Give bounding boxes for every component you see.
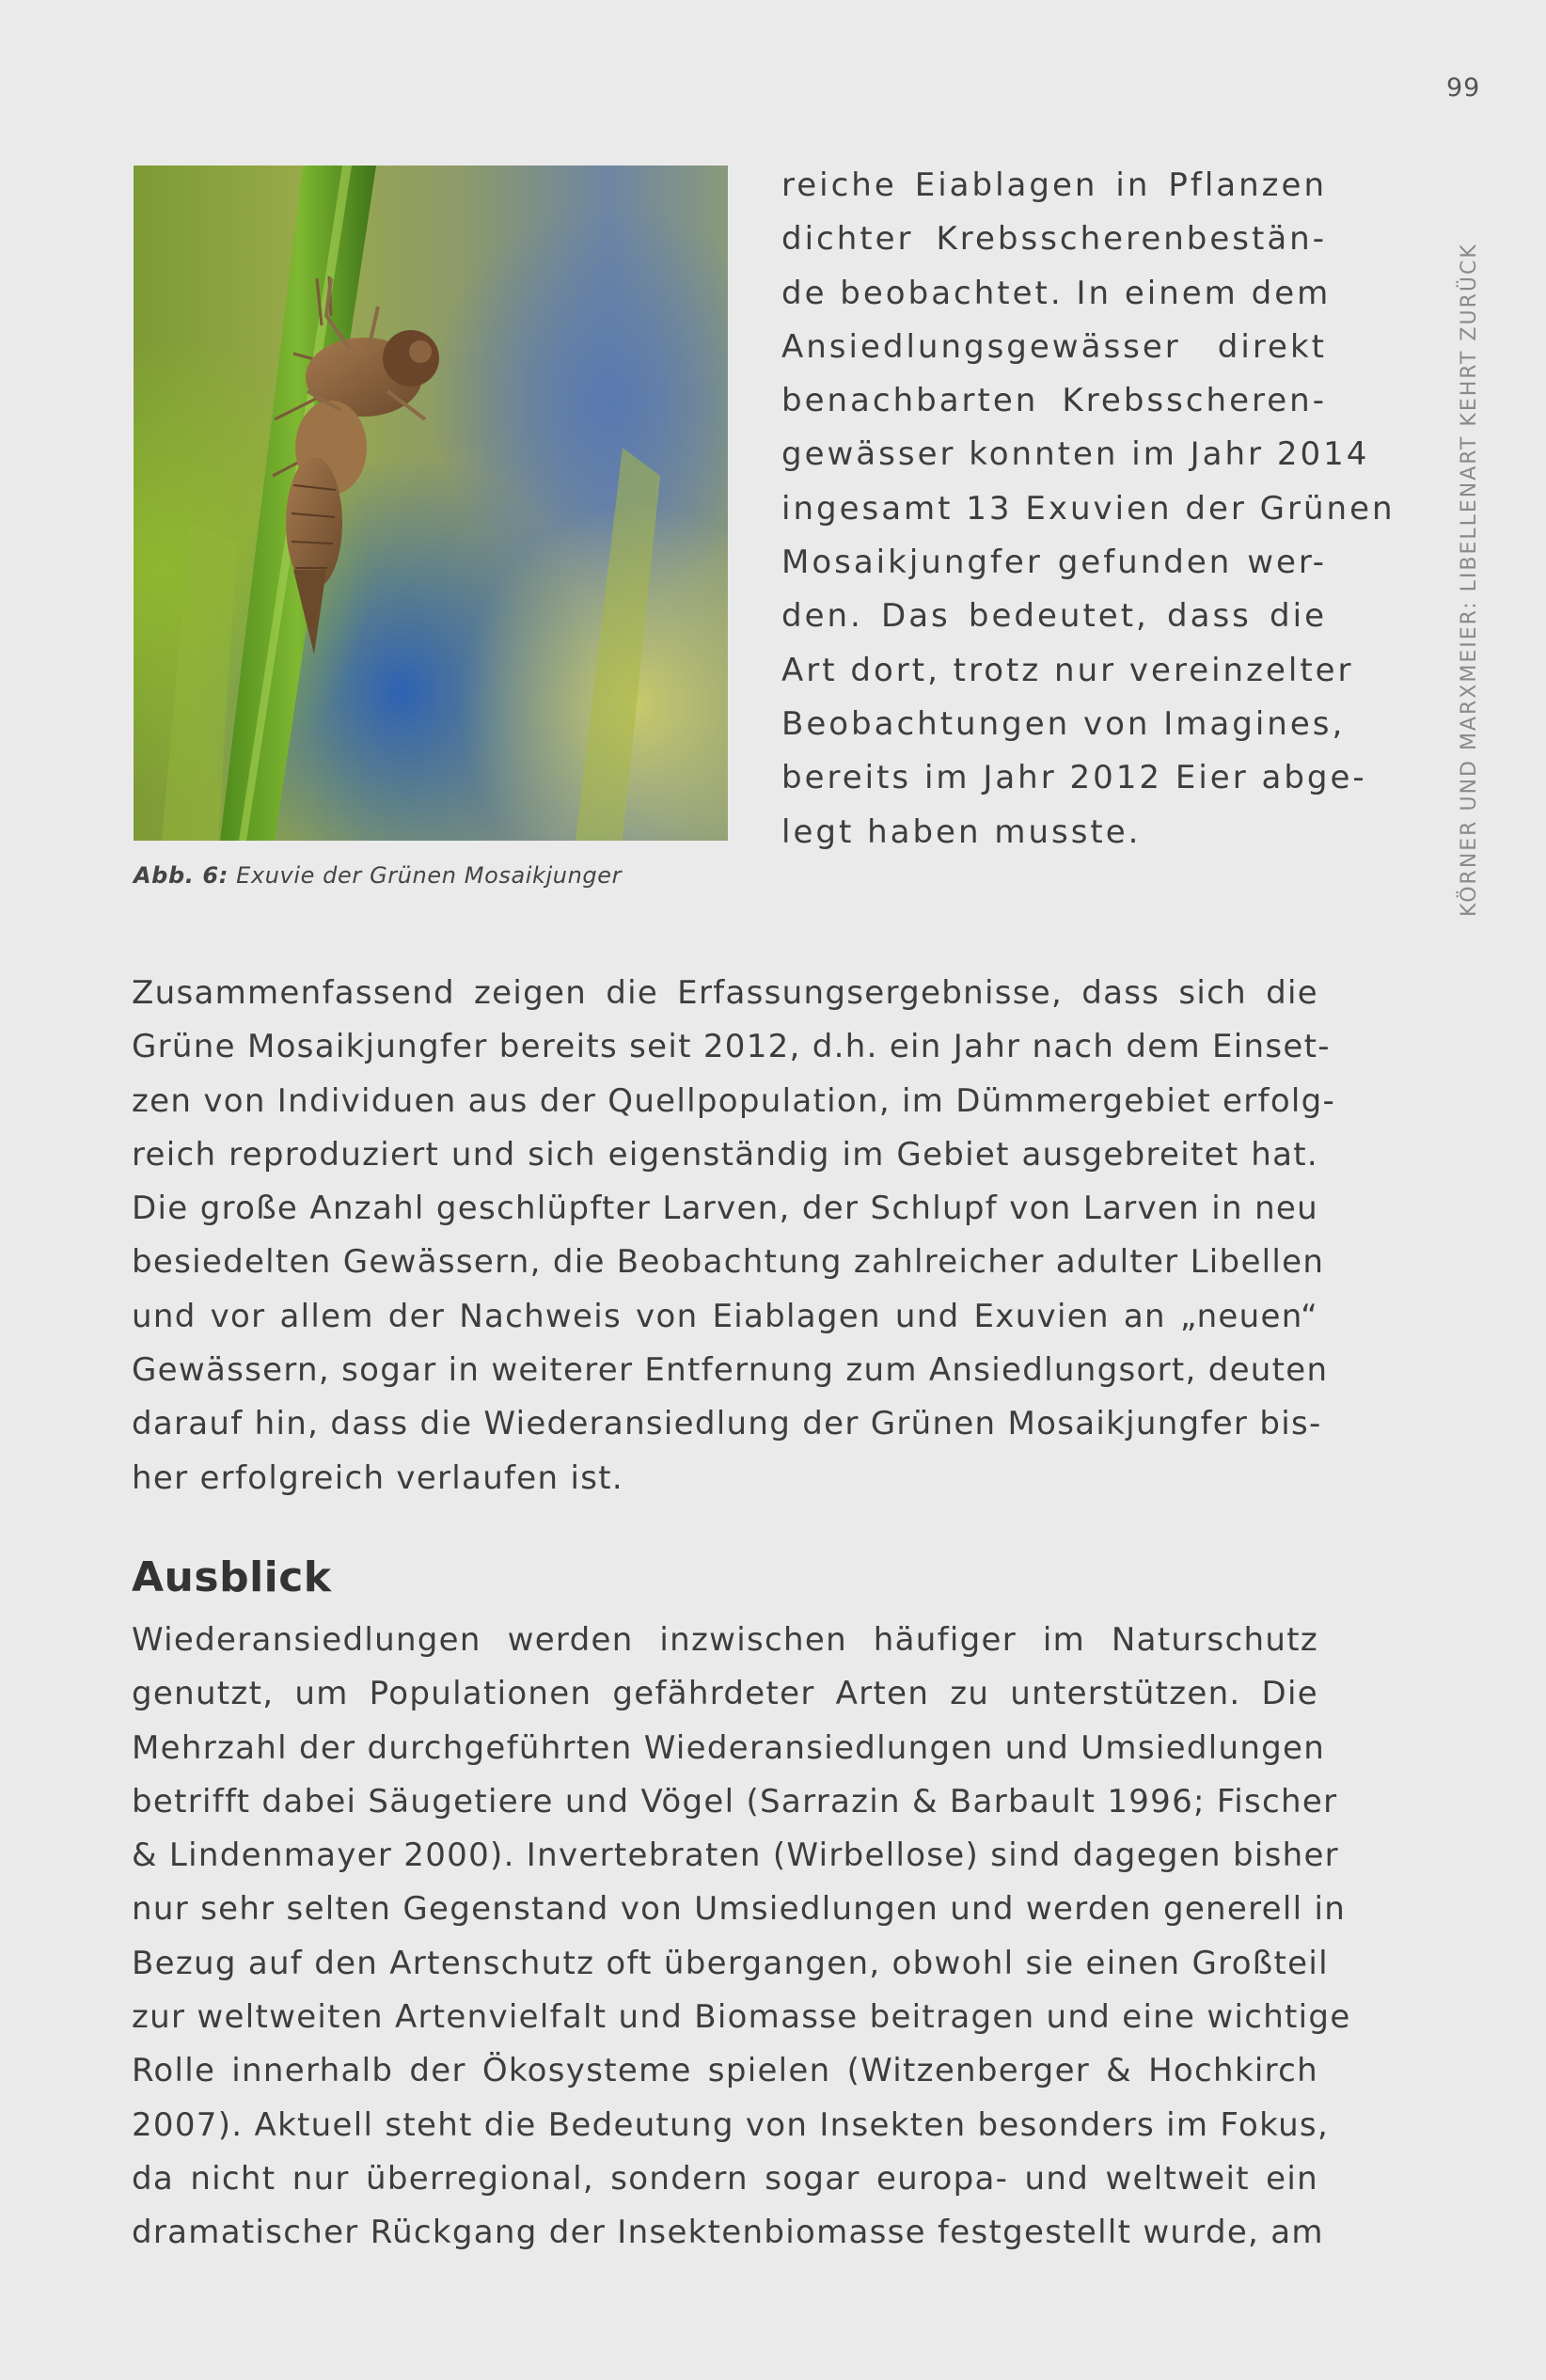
text-line: Beobachtungen von Imagines, <box>781 704 1346 743</box>
text-line: Die große Anzahl geschlüpfter Larven, der Schlupf von Larven in neu <box>132 1190 1318 1228</box>
caption-text: Exuvie der Grünen Mosaikjunger <box>236 862 623 889</box>
text-line: bereits im Jahr 2012 Eier abge- <box>781 759 1367 797</box>
page-number: 99 <box>1446 73 1481 102</box>
text-line: darauf hin, dass die Wiederansiedlung der Grünen Mosaikjungfer bis- <box>132 1405 1322 1443</box>
text-line: her erfolgreich verlaufen ist. <box>132 1458 623 1497</box>
text-line: Zusammenfassend zeigen die Erfassungsergebnisse, dass sich die <box>132 974 1318 1012</box>
text-line: gewässer konnten im Jahr 2014 <box>781 435 1370 474</box>
text-line: besiedelten Gewässern, die Beobachtung zahlreicher adulter Libellen <box>132 1243 1325 1282</box>
text-line: 2007). Aktuell steht die Bedeutung von Insekten besonders im Fokus, <box>132 2105 1330 2144</box>
text-line: Wiederansiedlungen werden inzwischen häufiger im Naturschutz <box>132 1621 1318 1659</box>
figure-caption <box>134 862 622 889</box>
text-line: da nicht nur überregional, sondern sogar europa- und weltweit ein <box>132 2159 1318 2198</box>
running-header: KÖRNER UND MARXMEIER: LIBELLENART KEHRT ZURÜCK <box>1458 243 1481 917</box>
exuvia-photo <box>134 165 728 841</box>
text-line: & Lindenmayer 2000). Invertebraten (Wirbellose) sind dagegen bisher <box>132 1836 1339 1875</box>
text-line: ingesamt 13 Exuvien der Grünen <box>781 489 1396 528</box>
text-line: Rolle innerhalb der Ökosysteme spielen (Witzenberger & Hochkirch <box>132 2052 1318 2090</box>
text-line: benachbarten Krebsscheren- <box>781 382 1327 420</box>
text-line: Art dort, trotz nur vereinzelter <box>781 651 1354 689</box>
text-line: Bezug auf den Artenschutz oft übergangen, obwohl sie einen Großteil <box>132 1944 1329 1982</box>
text-line: und vor allem der Nachweis von Eiablagen und Exuvien an „neuen“ <box>132 1297 1318 1335</box>
text-line: Grüne Mosaikjungfer bereits seit 2012, d.h. ein Jahr nach dem Einset- <box>132 1028 1331 1066</box>
text-line: reiche Eiablagen in Pflanzen <box>781 166 1327 204</box>
text-line: Gewässern, sogar in weiterer Entfernung zum Ansiedlungsort, deuten <box>132 1351 1329 1390</box>
text-line: dichter Krebsscherenbestän- <box>781 220 1327 259</box>
summary-paragraph <box>132 967 1336 1505</box>
text-line: legt haben musste. <box>781 812 1142 851</box>
text-line: nur sehr selten Gegenstand von Umsiedlungen und werden generell in <box>132 1890 1347 1929</box>
section-heading: Ausblick <box>132 1553 332 1601</box>
text-line: zur weltweiten Artenvielfalt und Biomasse beitragen und eine wichtige <box>132 1998 1351 2037</box>
text-line: dramatischer Rückgang der Insektenbiomasse festgestellt wurde, am <box>132 2214 1324 2252</box>
text-line: de beobachtet. In einem dem <box>781 274 1332 312</box>
text-line: Mosaikjungfer gefunden wer- <box>781 544 1327 582</box>
caption-label: Abb. 6: <box>134 862 229 889</box>
outlook-paragraph <box>132 1614 1351 2261</box>
text-line: den. Das bedeutet, dass die <box>781 597 1327 636</box>
text-line: reich reproduziert und sich eigenständig im Gebiet ausgebreitet hat. <box>132 1135 1318 1174</box>
text-line: Mehrzahl der durchgeführten Wiederansiedlungen und Umsiedlungen <box>132 1728 1326 1767</box>
text-line: genutzt, um Populationen gefährdeter Arten zu unterstützen. Die <box>132 1675 1318 1713</box>
text-line: zen von Individuen aus der Quellpopulation, im Dümmergebiet erfolg- <box>132 1081 1336 1120</box>
right-column-text <box>781 159 1396 859</box>
text-line: Ansiedlungsgewässer direkt <box>781 327 1327 366</box>
text-line: betrifft dabei Säugetiere und Vögel (Sarrazin & Barbault 1996; Fischer <box>132 1782 1338 1820</box>
